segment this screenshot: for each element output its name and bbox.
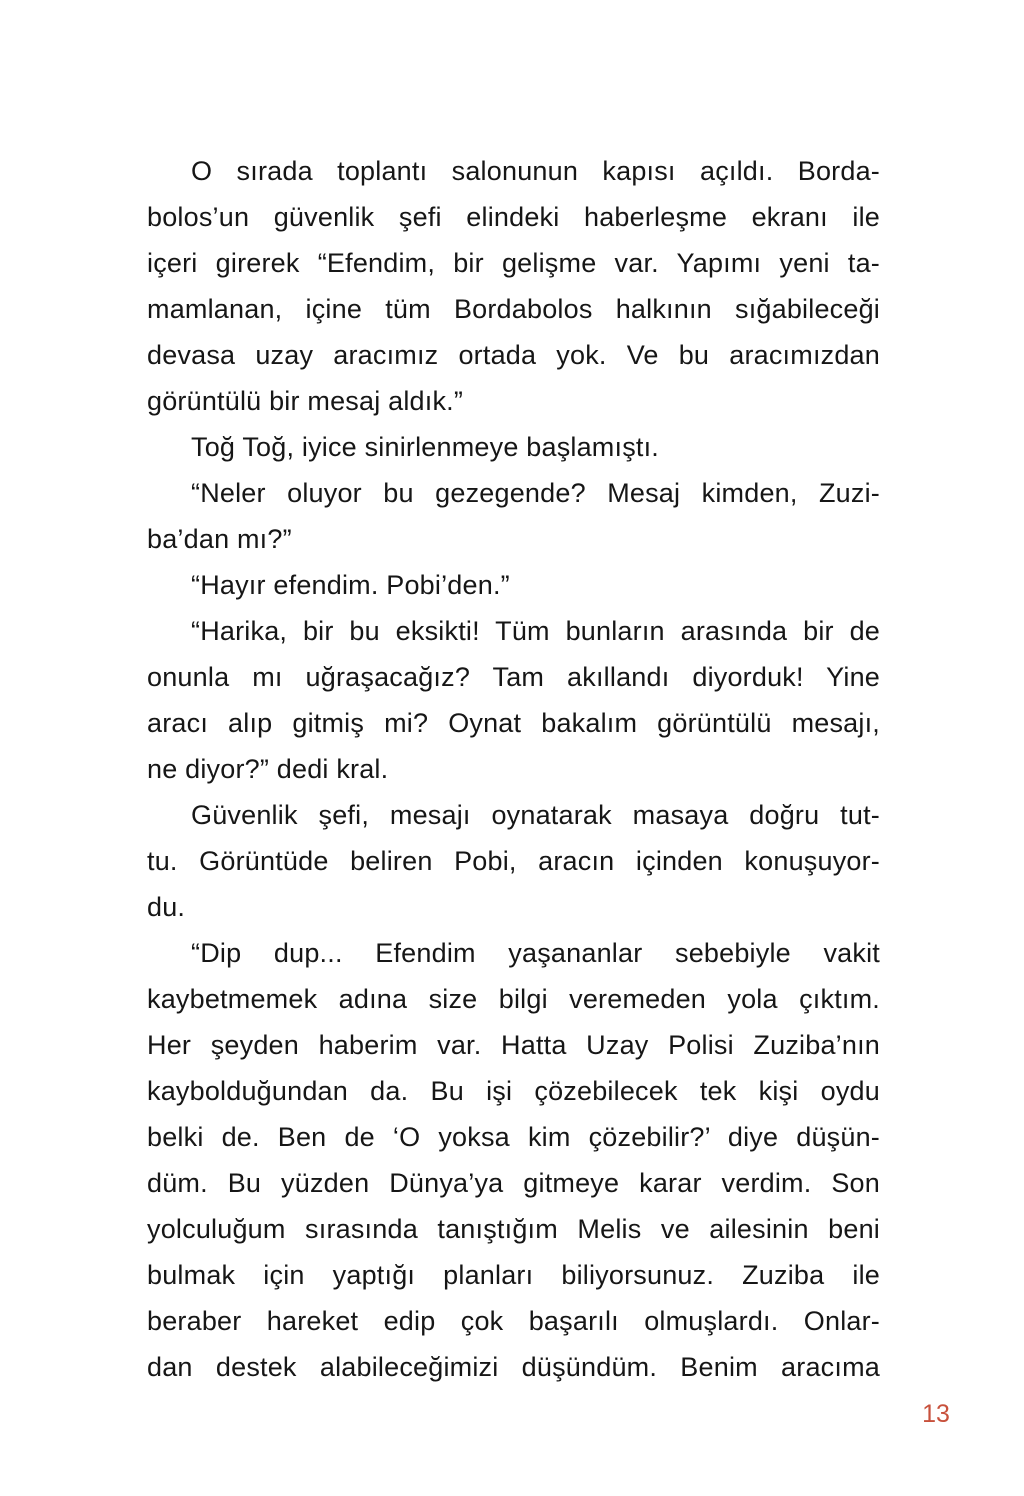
text-line: yolculuğum sırasında tanıştığım Melis ve ailesinin beni [147, 1214, 880, 1244]
text-line: düm. Bu yüzden Dünya’ya gitmeye karar verdim. Son [147, 1168, 880, 1198]
text-line: “Hayır efendim. Pobi’den.” [191, 570, 510, 600]
text-line: devasa uzay aracımız ortada yok. Ve bu aracımızdan [147, 340, 880, 370]
text-line: Güvenlik şefi, mesajı oynatarak masaya doğru tut- [191, 800, 880, 830]
text-line: kaybetmemek adına size bilgi veremeden yola çıktım. [147, 984, 880, 1014]
text-line: “Harika, bir bu eksikti! Tüm bunların arasında bir de [191, 616, 880, 646]
text-line: Toğ Toğ, iyice sinirlenmeye başlamıştı. [191, 432, 659, 462]
text-line: içeri girerek “Efendim, bir gelişme var. Yapımı yeni ta- [147, 248, 880, 278]
text-line: O sırada toplantı salonunun kapısı açıldı. Borda- [191, 156, 880, 186]
text-line: tu. Görüntüde beliren Pobi, aracın içinden konuşuyor- [147, 846, 880, 876]
text-line: mamlanan, içine tüm Bordabolos halkının sığabileceği [147, 294, 880, 324]
text-line: Her şeyden haberim var. Hatta Uzay Polisi Zuziba’nın [147, 1030, 880, 1060]
text-line: ne diyor?” dedi kral. [147, 754, 389, 784]
text-line: “Dip dup... Efendim yaşananlar sebebiyle vakit [191, 938, 880, 968]
text-line: ba’dan mı?” [147, 524, 292, 554]
text-line: görüntülü bir mesaj aldık.” [147, 386, 464, 416]
text-line: belki de. Ben de ‘O yoksa kim çözebilir?’ diye düşün- [147, 1122, 880, 1152]
text-line: bolos’un güvenlik şefi elindeki haberleşme ekranı ile [147, 202, 880, 232]
text-line: aracı alıp gitmiş mi? Oynat bakalım görüntülü mesajı, [147, 708, 880, 738]
text-line: dan destek alabileceğimizi düşündüm. Benim aracıma [147, 1352, 880, 1382]
page-number: 13 [922, 1400, 950, 1428]
text-line: onunla mı uğraşacağız? Tam akıllandı diyorduk! Yine [147, 662, 880, 692]
text-line: beraber hareket edip çok başarılı olmuşlardı. Onlar- [147, 1306, 880, 1336]
text-block [147, 148, 880, 1390]
text-line: “Neler oluyor bu gezegende? Mesaj kimden, Zuzi- [191, 478, 880, 508]
text-line: kaybolduğundan da. Bu işi çözebilecek tek kişi oydu [147, 1076, 880, 1106]
text-line: bulmak için yaptığı planları biliyorsunuz. Zuziba ile [147, 1260, 880, 1290]
text-line: du. [147, 892, 186, 922]
